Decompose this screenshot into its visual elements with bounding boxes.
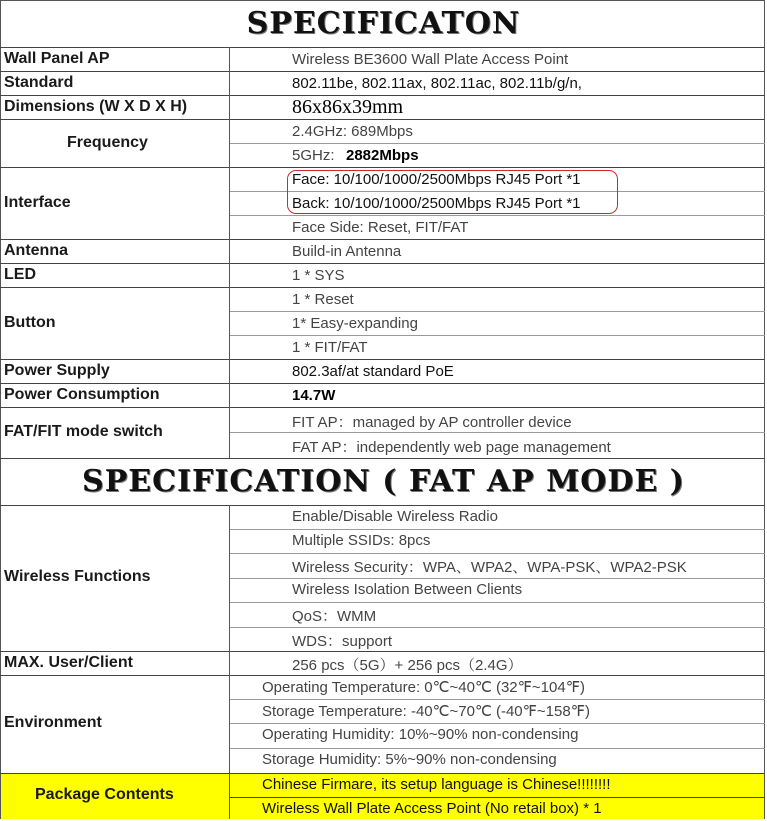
inner-rule (229, 748, 765, 749)
rule (0, 119, 765, 120)
environment-item: Operating Temperature: 0℃~40℃ (32℉~104℉) (262, 679, 585, 696)
inner-rule (229, 627, 765, 628)
label-power-consumption: Power Consumption (4, 386, 160, 403)
label-led: LED (4, 266, 36, 283)
label-package-contents: Package Contents (35, 786, 174, 803)
package-item: Wireless Wall Plate Access Point (No retail box) * 1 (262, 800, 602, 817)
value-antenna: Build-in Antenna (292, 243, 402, 260)
rule (0, 359, 765, 360)
value-button-expanding: 1* Easy-expanding (292, 315, 418, 332)
rule (0, 239, 765, 240)
value-interface-back: Back: 10/100/1000/2500Mbps RJ45 Port *1 (292, 195, 581, 212)
rule (0, 458, 765, 459)
inner-rule (229, 311, 765, 312)
value-max-user: 256 pcs（5G）+ 256 pcs（2.4G） (292, 657, 523, 674)
rule (0, 675, 765, 676)
inner-rule (229, 553, 765, 554)
value-frequency-5-prefix: 5GHz: (292, 147, 335, 164)
value-standard: 802.11be, 802.11ax, 802.11ac, 802.11b/g/n, (292, 75, 582, 92)
label-button: Button (4, 314, 56, 331)
wireless-item: Wireless Security：WPA、WPA2、WPA-PSK、WPA2-PSK (292, 559, 687, 576)
inner-rule (229, 335, 765, 336)
wireless-item: WDS：support (292, 633, 393, 650)
rule (0, 71, 765, 72)
value-interface-face-side: Face Side: Reset, FIT/FAT (292, 219, 469, 236)
inner-rule (229, 215, 765, 216)
rule (0, 167, 765, 168)
label-wireless-functions: Wireless Functions (4, 568, 151, 585)
rule (0, 773, 765, 774)
column-divider (229, 47, 230, 458)
spec-title: SPECIFICATON (246, 6, 521, 41)
value-frequency-24: 2.4GHz: 689Mbps (292, 123, 413, 140)
label-frequency: Frequency (67, 134, 148, 151)
rule (0, 383, 765, 384)
label-dimensions: Dimensions (W X D X H) (4, 98, 188, 115)
label-power-supply: Power Supply (4, 362, 110, 379)
label-standard: Standard (4, 74, 74, 91)
inner-rule (229, 797, 765, 798)
value-button-reset: 1 * Reset (292, 291, 354, 308)
rule (0, 263, 765, 264)
column-divider (229, 505, 230, 819)
rule (0, 651, 765, 652)
inner-rule (229, 699, 765, 700)
wireless-item: Enable/Disable Wireless Radio (292, 508, 498, 525)
rule (0, 407, 765, 408)
package-item: Chinese Firmare, its setup language is Chinese!!!!!!!! (262, 776, 611, 793)
wireless-item: Wireless Isolation Between Clients (292, 581, 523, 598)
fat-mode-title: SPECIFICATION ( FAT AP MODE ) (82, 464, 685, 499)
environment-item: Operating Humidity: 10%~90% non-condensing (262, 726, 579, 743)
value-button-fitfat: 1 * FIT/FAT (292, 339, 368, 356)
inner-rule (229, 602, 765, 603)
rule (0, 287, 765, 288)
value-wall-panel-ap: Wireless BE3600 Wall Plate Access Point (292, 51, 569, 68)
value-mode-fat: FAT AP：independently web page management (292, 439, 611, 456)
label-mode-switch: FAT/FIT mode switch (4, 423, 163, 440)
label-wall-panel-ap: Wall Panel AP (4, 50, 110, 67)
rule (0, 47, 765, 48)
inner-rule (229, 578, 765, 579)
value-interface-face: Face: 10/100/1000/2500Mbps RJ45 Port *1 (292, 171, 581, 188)
environment-item: Storage Humidity: 5%~90% non-condensing (262, 751, 557, 768)
inner-rule (229, 723, 765, 724)
value-power-consumption: 14.7W (292, 387, 336, 404)
environment-item: Storage Temperature: -40℃~70℃ (-40℉~158℉) (262, 703, 590, 720)
label-max-user: MAX. User/Client (4, 654, 133, 671)
inner-rule (229, 143, 765, 144)
rule (0, 505, 765, 506)
wireless-item: QoS：WMM (292, 608, 377, 625)
label-antenna: Antenna (4, 242, 68, 259)
inner-rule (229, 432, 765, 433)
value-dimensions: 86x86x39mm (292, 96, 404, 118)
value-frequency-5: 2882Mbps (346, 147, 419, 164)
interface-annotation (287, 170, 618, 214)
label-interface: Interface (4, 194, 71, 211)
wireless-item: Multiple SSIDs: 8pcs (292, 532, 431, 549)
value-mode-fit: FIT AP：managed by AP controller device (292, 414, 572, 431)
label-environment: Environment (4, 714, 102, 731)
inner-rule (229, 529, 765, 530)
value-led: 1 * SYS (292, 267, 345, 284)
value-power-supply: 802.3af/at standard PoE (292, 363, 454, 380)
